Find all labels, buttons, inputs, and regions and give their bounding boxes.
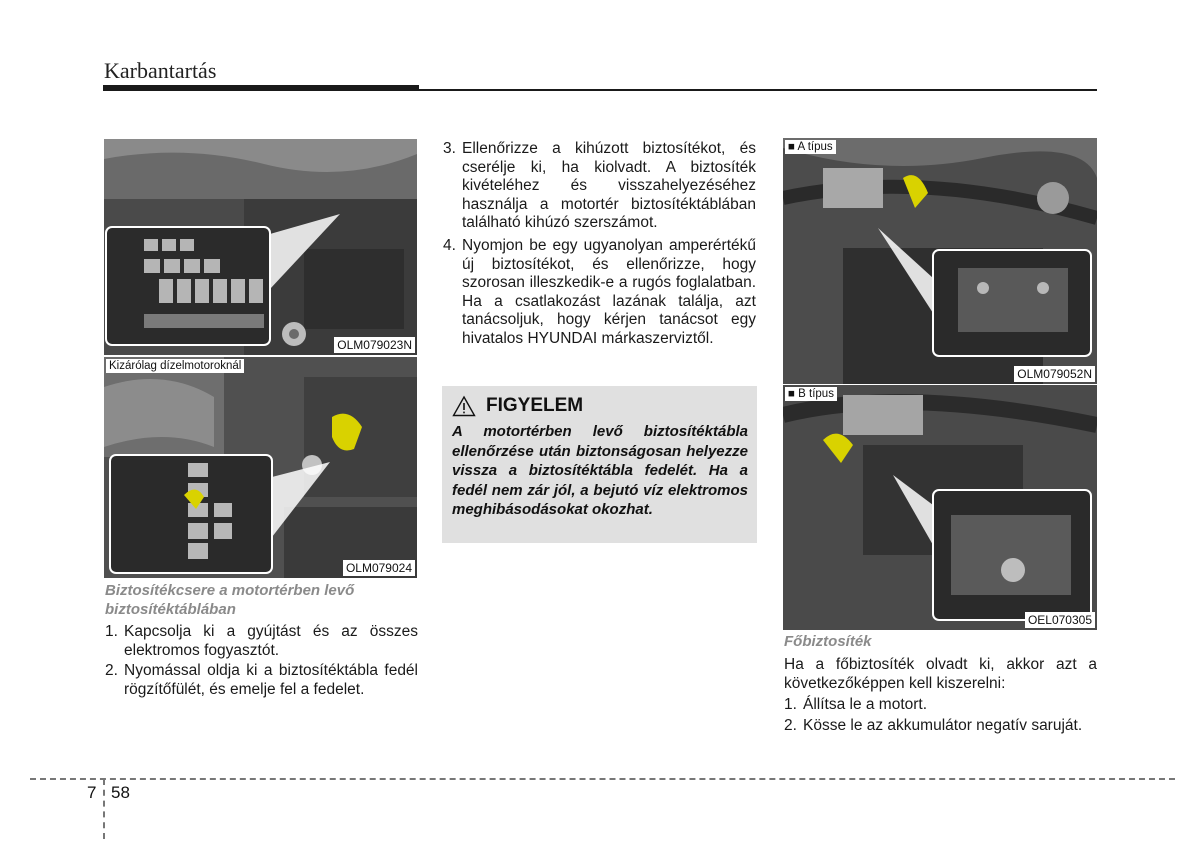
page-header-title: Karbantartás [104,58,217,83]
warning-box [442,386,757,543]
step-text: Nyomással oldja ki a biztosítéktábla fedél rögzítőfülét, és emelje fel a fedelet. [124,662,418,698]
main-fuse-intro: Ha a főbiztosíték olvadt ki, akkor azt a következőképpen kell kiszerelni: [784,656,1097,692]
warning-title: FIGYELEM [486,395,584,416]
step-number: 1. [784,696,797,713]
warning-header [452,394,583,418]
section-caption-main-fuse: Főbiztosíték [784,633,872,650]
photo-type-a-main-fuse [783,138,1097,384]
step-text: Nyomjon be egy ugyanolyan amperértékű új biztosítékot, és ellenőrizze, hogy szorosan illeszkedik-e a rugós foglalatban. Ha a csatlakozást lazának találja, azt tanácsoljuk, hogy kérjen tanácsot egy hivatalos HYUNDAI márkaszerviztől. [462,237,756,347]
photo-label: Kizárólag dízelmotoroknál [106,359,244,373]
photo-label: ■ B típus [785,387,837,401]
footer-vertical-rule [103,779,105,839]
step-main-1 [784,696,1097,715]
step-number: 3. [443,140,456,157]
header-rule-thin [419,89,1097,91]
page-number: 58 [111,783,130,802]
photo-engine-fuse-box [104,139,417,355]
step-number: 2. [105,662,118,679]
step-2 [105,662,418,699]
step-text: Kapcsolja ki a gyújtást és az összes elektromos fogyasztót. [124,623,418,659]
photo-code: OLM079024 [343,560,415,576]
section-caption-fuse-replacement [105,581,418,619]
photo-label: ■ A típus [785,140,836,154]
photo-diesel-fuse-box [104,357,417,578]
warning-text: A motortérben levő biztosítéktábla ellenőrzése után biztonságosan helyezze vissza a biztosítéktábla fedelét. Ha a fedél nem zár jól, a bejutó víz elektromos meghibásodásokat okozhat. [452,423,748,518]
header-rule-thick [103,85,419,91]
step-text: Állítsa le a motort. [803,696,928,713]
chapter-number: 7 [87,783,97,802]
warning-triangle-icon [452,395,476,417]
caption-line: Biztosítékcsere a motortérben levő [105,582,355,599]
step-main-2 [784,717,1097,736]
photo-code: OLM079023N [334,337,415,353]
step-1 [105,623,418,660]
step-text: Kösse le az akkumulátor negatív saruját. [803,717,1083,734]
photo-code: OEL070305 [1025,612,1095,628]
step-number: 1. [105,623,118,640]
footer-dashed-rule [30,778,1175,780]
step-number: 4. [443,237,456,254]
photo-type-b-main-fuse [783,385,1097,630]
step-3 [443,140,756,233]
step-text: Ellenőrizze a kihúzott biztosítékot, és cserélje ki, ha kiolvadt. A biztosíték kivételéhez és visszahelyezéséhez használja a motortér biztosítéktáblában található kihúzó szerszámot. [462,140,756,231]
step-4 [443,237,756,348]
step-number: 2. [784,717,797,734]
caption-line: biztosítéktáblában [105,601,236,618]
photo-code: OLM079052N [1014,366,1095,382]
